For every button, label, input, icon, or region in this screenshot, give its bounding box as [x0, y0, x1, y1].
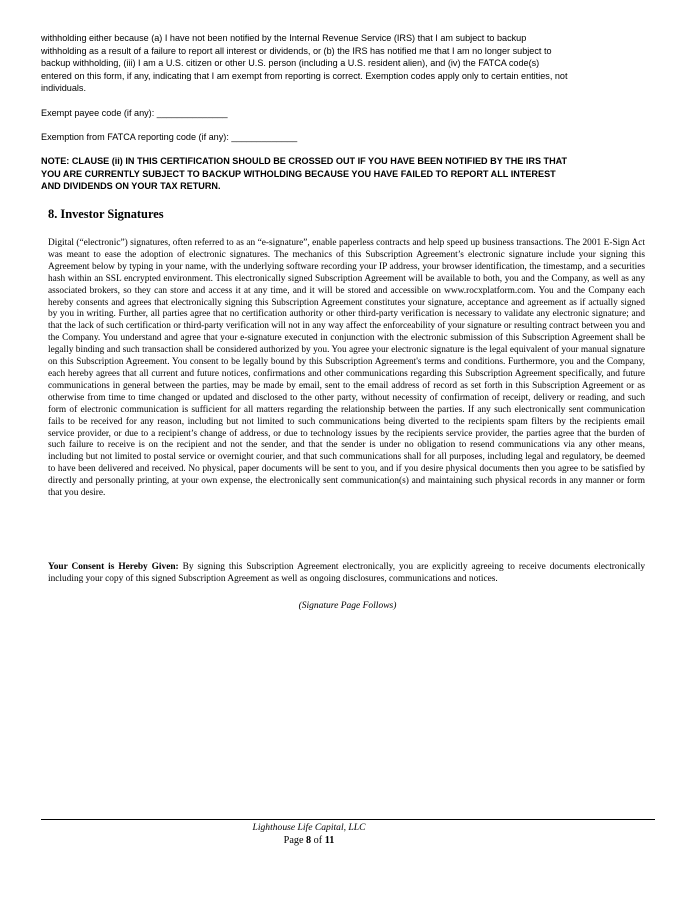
fatca-exemption-blank: _____________: [231, 132, 298, 142]
consent-paragraph: [48, 562, 645, 586]
exempt-payee-label: Exempt payee code (if any):: [41, 108, 155, 118]
signature-body-paragraph: Digital (“electronic”) signatures, often referred to as an “e-signature”, enable paperless contracts and help speed up business transactions. The 2001 E-Sign Act was meant to ease the adoption of electronic signatures. The mechanics of this Subscription Agreement’s electronic signature include your signing this Agreement below by typing in your name, with the underlying software recording your IP address, your browser identification, the timestamp, and a securities hash within an SSL encrypted environment. This electronically signed Subscription Agreement will be available to both, you and the Company, as well as any associated brokers, so they can store and access it at any time, and it will be stored and accessible on www.rocxplatform.com. You and the Company each hereby consents and agrees that electronically signing this Subscription Agreement constitutes your signature, acceptance and agreement as if actually signed by you in writing. Further, all parties agree that no certification authority or other third-party verification is necessary to validate any electronic signature; and that the lack of such certification or third-party verification will not in any way affect the enforceability of your signature or resulting contract between you and the Company. You understand and agree that your e-signature executed in conjunction with the electronic submission of this Subscription Agreement shall be legally binding and such transaction shall be considered authorized by you. You agree your electronic signature is the legal equivalent of your manual signature on this Subscription Agreement. You consent to be legally bound by this Subscription Agreement's terms and conditions. Furthermore, you and the Company, each hereby agrees that all current and future notices, confirmations and other communications regarding this Subscription Agreement specifically, and future communications in general between the parties, may be made by email, sent to the email address of record as set forth in this Subscription Agreement or as otherwise from time to time changed or updated and disclosed to the other party, without necessity of confirmation of receipt, delivery or reading, and such form of electronic communication is sufficient for all matters regarding the relationship between the parties. If any such electronically sent communication fails to be received for any reason, including but not limited to such communications being diverted to the recipients spam filters by the recipients email service provider, or due to a recipient’s change of address, or due to technology issues by the recipients service provider, the parties agree that the burden of such failure to receive is on the recipient and not the sender, and that the sender is under no obligation to resend communications via any other means, including but not limited to postal service or overnight courier, and that such communications shall for all purposes, including legal and regulatory, be deemed to have been delivered and received. No physical, paper documents will be sent to you, and if you desire physical documents then you agree to be satisfied by directly and personally printing, at your own expense, the electronically sent communication(s) and maintaining such physical records in any manner or form that you desire.: [48, 238, 645, 499]
footer-divider: [41, 819, 655, 820]
signature-page-follows: (Signature Page Follows): [298, 601, 397, 611]
page-of: of: [311, 835, 325, 846]
page-total: 11: [324, 835, 335, 846]
exempt-payee-field: [41, 107, 228, 120]
irs-note: NOTE: CLAUSE (ii) IN THIS CERTIFICATION SHOULD BE CROSSED OUT IF YOU HAVE BEEN NOTIFIED BY THE IRS THAT YOU ARE CURRENTLY SUBJECT TO BACKUP WITHOLDING BECAUSE YOU HAVE FAILED TO REPORT ALL INTEREST AND DIVIDENDS ON YOUR TAX RETURN.: [41, 156, 568, 192]
section-heading: 8. Investor Signatures: [48, 207, 164, 221]
exempt-payee-blank: ______________: [156, 108, 228, 118]
consent-text: By signing this Subscription Agreement electronically, you are explicitly agreeing to receive documents electronically including your copy of this signed Subscription Agreement as well as ongoing disclosures, communications and notices.: [48, 562, 645, 584]
page-prefix: Page: [283, 835, 307, 846]
consent-label: Your Consent is Hereby Given:: [48, 562, 179, 572]
page-current: 8: [306, 835, 312, 846]
certification-continuation: withholding either because (a) I have not been notified by the Internal Revenue Service (IRS) that I am subject to backup withholding as a result of a failure to report all interest or dividends, or (b) the IRS has notified me that I am no longer subject to backup withholding, (iii) I am a U.S. citizen or other U.S. person (including a U.S. resident alien), and (iv) the FATCA code(s) entered on this form, if any, indicating that I am exempt from reporting is correct. Exemption codes apply only to certain entities, not individuals.: [41, 33, 568, 94]
footer-company: Lighthouse Life Capital, LLC: [252, 822, 366, 833]
footer-page-number: [0, 835, 618, 846]
fatca-exemption-label: Exemption from FATCA reporting code (if any):: [41, 132, 229, 142]
fatca-exemption-field: [41, 131, 297, 144]
